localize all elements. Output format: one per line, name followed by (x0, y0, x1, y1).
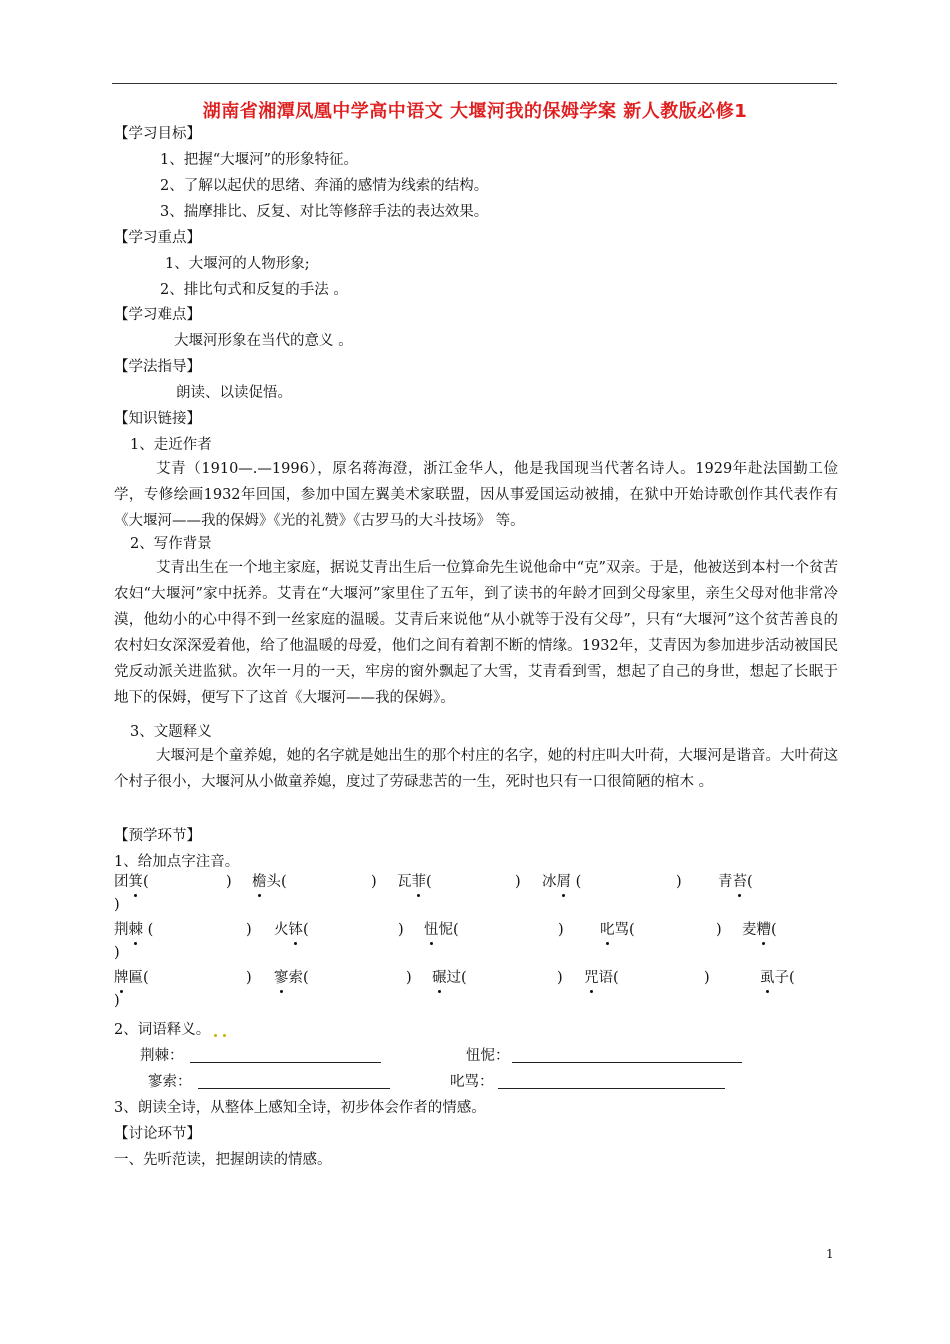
pinyin-item: 团箕( (114, 874, 149, 890)
pinyin-close: ) (371, 874, 377, 890)
pinyin-close: ) (246, 970, 252, 986)
keypoint-item-1: 1、大堰河的人物形象; (165, 256, 310, 272)
answer-blank[interactable] (190, 1062, 381, 1063)
header-rule (112, 83, 837, 84)
dotted-char: 苔 (732, 874, 747, 890)
pinyin-item: 叱骂( (600, 922, 635, 938)
pinyin-item: 荆棘 ( (114, 922, 154, 938)
dotted-char: 牌 (114, 970, 129, 986)
pinyin-item: 碾过( (432, 970, 467, 986)
pinyin-close: ) (114, 993, 120, 1009)
pinyin-close: ) (226, 874, 232, 890)
document-title: 湖南省湘潭凤凰中学高中语文 大堰河我的保姆学案 新人教版必修1 (202, 101, 748, 122)
pinyin-item: 忸怩( (424, 922, 459, 938)
knowledge-heading: 【知识链接】 (114, 411, 201, 427)
knowledge-section-3-title: 3、文题释义 (130, 724, 212, 740)
method-text: 朗读、以读促悟。 (176, 385, 292, 401)
pinyin-item: 瓦菲( (397, 874, 432, 890)
term-label: 忸怩： (466, 1048, 510, 1064)
preview-question-3: 3、朗读全诗，从整体上感知全诗，初步体会作者的情感。 (114, 1100, 486, 1116)
pinyin-close: ) (557, 970, 563, 986)
pinyin-close: ) (114, 945, 120, 961)
preview-question-2: 2、词语释义。 (114, 1022, 211, 1038)
background-paragraph: 艾青出生在一个地主家庭，据说艾青出生后一位算命先生说他命中“克”双亲。于是，他被送到本村一个贫苦农妇“大堰河”家中抚养。艾青在“大堰河”家里住了五年，到了读书的年龄才回到父母家里，亲生父母对他非常冷漠，他幼小的心中得不到一丝家庭的温暖。艾青后来说他“从小就等于没有父母”，只有“大堰河”这个贫苦善良的农村妇女深深爱着他，给了他温暖的母爱，他们之间有着割不断的情缘。1932年，艾青因为参加进步活动被国民党反动派关进监狱。次年一月的一天，牢房的窗外飘起了大雪，艾青看到雪，想起了自己的身世，想起了长眠于地下的保姆，便写下了这首《大堰河——我的保姆》。 (114, 560, 838, 706)
goal-item-2: 2、了解以起伏的思绪、奔涌的感情为线索的结构。 (160, 178, 489, 194)
stray-mark (214, 1034, 217, 1037)
preview-question-1: 1、给加点字注音。 (114, 854, 240, 870)
pinyin-close: ) (558, 922, 564, 938)
goal-item-1: 1、把握“大堰河”的形象特征。 (160, 152, 359, 168)
pinyin-close: ) (716, 922, 722, 938)
dotted-char: 忸 (424, 922, 439, 938)
term-label: 荆棘： (140, 1048, 184, 1064)
knowledge-section-1-title: 1、走近作者 (130, 437, 212, 453)
pinyin-item: 檐头( (252, 874, 287, 890)
title-meaning-paragraph: 大堰河是个童养媳，她的名字就是她出生的那个村庄的名字，她的村庄叫大叶荷，大堰河是谐音。大叶荷这个村子很小，大堰河从小做童养媳，度过了劳碌悲苦的一生，死时也只有一口很简陋的棺木 。 (114, 748, 838, 790)
dotted-char: 寥 (274, 970, 289, 986)
dotted-char: 碾 (432, 970, 447, 986)
dotted-char: 棘 (128, 922, 143, 938)
dotted-char: 屑 (556, 874, 571, 890)
difficulty-text: 大堰河形象在当代的意义 。 (174, 333, 353, 349)
knowledge-section-2-title: 2、写作背景 (130, 536, 212, 552)
pinyin-close: ) (114, 897, 120, 913)
dotted-char: 叱 (600, 922, 615, 938)
dotted-char: 檐 (252, 874, 267, 890)
pinyin-close: ) (704, 970, 710, 986)
pinyin-close: ) (515, 874, 521, 890)
pinyin-close: ) (398, 922, 404, 938)
pinyin-close: ) (406, 970, 412, 986)
pinyin-item: 虱子( (760, 970, 795, 986)
answer-blank[interactable] (498, 1088, 725, 1089)
method-heading: 【学法指导】 (114, 359, 201, 375)
term-label: 叱骂： (450, 1074, 494, 1090)
pinyin-close: ) (246, 922, 252, 938)
discussion-heading: 【讨论环节】 (114, 1126, 201, 1142)
dotted-char: 咒 (584, 970, 599, 986)
keypoints-heading: 【学习重点】 (114, 230, 201, 246)
answer-blank[interactable] (198, 1088, 390, 1089)
pinyin-item: 青苔( (718, 874, 753, 890)
keypoint-item-2: 2、排比句式和反复的手法 。 (160, 282, 348, 298)
pinyin-item: 咒语( (584, 970, 619, 986)
author-intro-paragraph: 艾青（1910—.—1996），原名蒋海澄，浙江金华人，他是我国现当代著名诗人。1929年赴法国勤工俭学，专修绘画1932年回国，参加中国左翼美术家联盟，因从事爱国运动被捕，在狱中开始诗歌创作其代表作有《大堰河——我的保姆》《光的礼赞》《古罗马的大斗技场》 等。 (114, 461, 838, 529)
dotted-char: 菲 (411, 874, 426, 890)
difficulty-heading: 【学习难点】 (114, 307, 201, 323)
page-number: 1 (826, 1247, 834, 1261)
term-label: 寥索： (148, 1074, 192, 1090)
answer-blank[interactable] (512, 1062, 742, 1063)
pinyin-item: 寥索( (274, 970, 309, 986)
goal-item-3: 3、揣摩排比、反复、对比等修辞手法的表达效果。 (160, 204, 489, 220)
pinyin-item: 火钵( (274, 922, 309, 938)
pinyin-item: 冰屑 ( (542, 874, 582, 890)
pinyin-item: 牌匾( (114, 970, 149, 986)
dotted-char: 糟 (756, 922, 771, 938)
dotted-char: 钵 (288, 922, 303, 938)
goals-heading: 【学习目标】 (114, 126, 201, 142)
dotted-char: 虱 (760, 970, 775, 986)
pinyin-close: ) (676, 874, 682, 890)
discussion-item-1: 一、先听范读，把握朗读的情感。 (114, 1152, 332, 1168)
stray-mark (223, 1034, 226, 1037)
pinyin-item: 麦糟( (742, 922, 777, 938)
preview-heading: 【预学环节】 (114, 828, 201, 844)
dotted-char: 箕 (128, 874, 143, 890)
